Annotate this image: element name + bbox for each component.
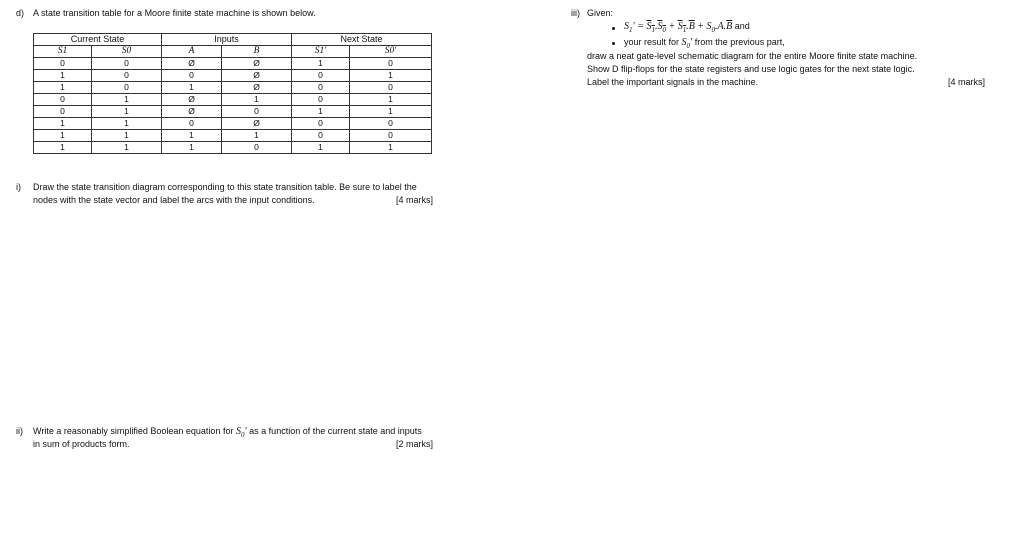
table-cell: 1 [34,118,92,130]
table-cell: 0 [292,82,350,94]
col-header-s1-next: S1' [292,46,350,58]
table-cell: 0 [350,82,432,94]
table-cell: 1 [222,130,292,142]
col-header-a: A [162,46,222,58]
table-cell: 1 [34,142,92,154]
table-cell: 0 [292,70,350,82]
q-iii-line3: Label the important signals in the machine. [587,77,759,87]
table-cell: 0 [92,58,162,70]
q-ii-label: ii) [16,426,23,436]
q-ii-marks: [2 marks] [396,439,434,449]
table-cell: 1 [92,130,162,142]
table-cell: Ø [222,70,292,82]
table-cell: 1 [350,106,432,118]
q-ii-text-after: as a function of the current state and inputs [249,426,422,436]
table-cell: 1 [34,82,92,94]
s1-next-equation: $S_1' = S_1.S_0 + S_1.\overline{B} + S_0.A.\overline{B}$ [624,21,733,34]
table-group-header-row [34,34,432,46]
q-i-line2: nodes with the state vector and label the arcs with the input conditions. [33,195,315,205]
table-cell: Ø [222,118,292,130]
table-cell: 0 [162,70,222,82]
table-cell: Ø [162,106,222,118]
next-state-header: Next State [292,34,432,46]
table-cell: 1 [34,70,92,82]
table-cell: 0 [350,130,432,142]
table-cell: 1 [34,130,92,142]
table-row [34,130,432,142]
table-row [34,142,432,154]
table-cell: 0 [34,94,92,106]
table-cell: 0 [92,82,162,94]
table-row [34,94,432,106]
part-d-label: d) [16,8,25,18]
q-iii-bullet2-before: your result for [624,37,680,47]
q-i-marks: [4 marks] [396,195,434,205]
table-row [34,58,432,70]
table-cell: 1 [162,142,222,154]
q-ii-text-before: Write a reasonably simplified Boolean equation for [33,426,234,436]
table-cell: 0 [350,118,432,130]
table-cell: 0 [292,130,350,142]
table-row [34,70,432,82]
table-cell: 0 [292,94,350,106]
col-header-s0: S0 [92,46,162,58]
inputs-header: Inputs [162,34,292,46]
table-row [34,82,432,94]
table-row [34,118,432,130]
q-iii-line2: Show D flip-flops for the state registers and use logic gates for the next state logic. [587,64,915,74]
table-cell: 0 [292,118,350,130]
table-cell: 1 [292,106,350,118]
table-cell: 0 [92,70,162,82]
s0-prime-symbol: $S_0'$ [235,426,247,439]
col-header-b: B [222,46,292,58]
table-cell: 1 [162,82,222,94]
bullet-icon [612,42,615,45]
table-cell: 0 [350,58,432,70]
q-iii-bullet1 [624,21,750,34]
bullet-icon [612,27,615,30]
q-iii-marks: [4 marks] [948,77,986,87]
q-iii-bullet2-after: from the previous part, [694,37,785,47]
col-header-s1: S1 [34,46,92,58]
table-cell: 0 [34,106,92,118]
part-d-intro: A state transition table for a Moore finite state machine is shown below. [33,8,316,18]
q-ii-line2: in sum of products form. [33,439,130,449]
table-cell: 1 [292,58,350,70]
q-iii-bullet2 [624,37,785,50]
table-cell: 1 [222,94,292,106]
s0-prime-symbol: $S_0'$ [681,37,693,50]
current-state-header: Current State [34,34,162,46]
table-cell: 1 [350,94,432,106]
state-transition-table [33,33,432,154]
q-i-line1: Draw the state transition diagram corresponding to this state transition table. Be sure to label the [33,182,417,192]
table-cell: 1 [162,130,222,142]
q-iii-label: iii) [571,8,580,18]
table-cell: 1 [92,106,162,118]
table-cell: 1 [350,142,432,154]
table-cell: Ø [162,58,222,70]
table-cell: 0 [222,106,292,118]
q-iii-line1: draw a neat gate-level schematic diagram for the entire Moore finite state machine. [587,51,918,61]
table-row [34,106,432,118]
table-column-header-row [34,46,432,58]
table-cell: 0 [34,58,92,70]
table-cell: 0 [162,118,222,130]
col-header-s0-next: S0' [350,46,432,58]
table-cell: 1 [92,94,162,106]
q-i-label: i) [16,182,21,192]
table-cell: 0 [222,142,292,154]
q-iii-given: Given: [587,8,614,18]
table-cell: 1 [92,118,162,130]
table-cell: 1 [350,70,432,82]
table-cell: 1 [92,142,162,154]
table-cell: 1 [292,142,350,154]
table-cell: Ø [162,94,222,106]
q-iii-bullet1-tail: and [734,21,750,31]
table-cell: Ø [222,58,292,70]
q-ii-line1 [33,426,422,439]
table-cell: Ø [222,82,292,94]
